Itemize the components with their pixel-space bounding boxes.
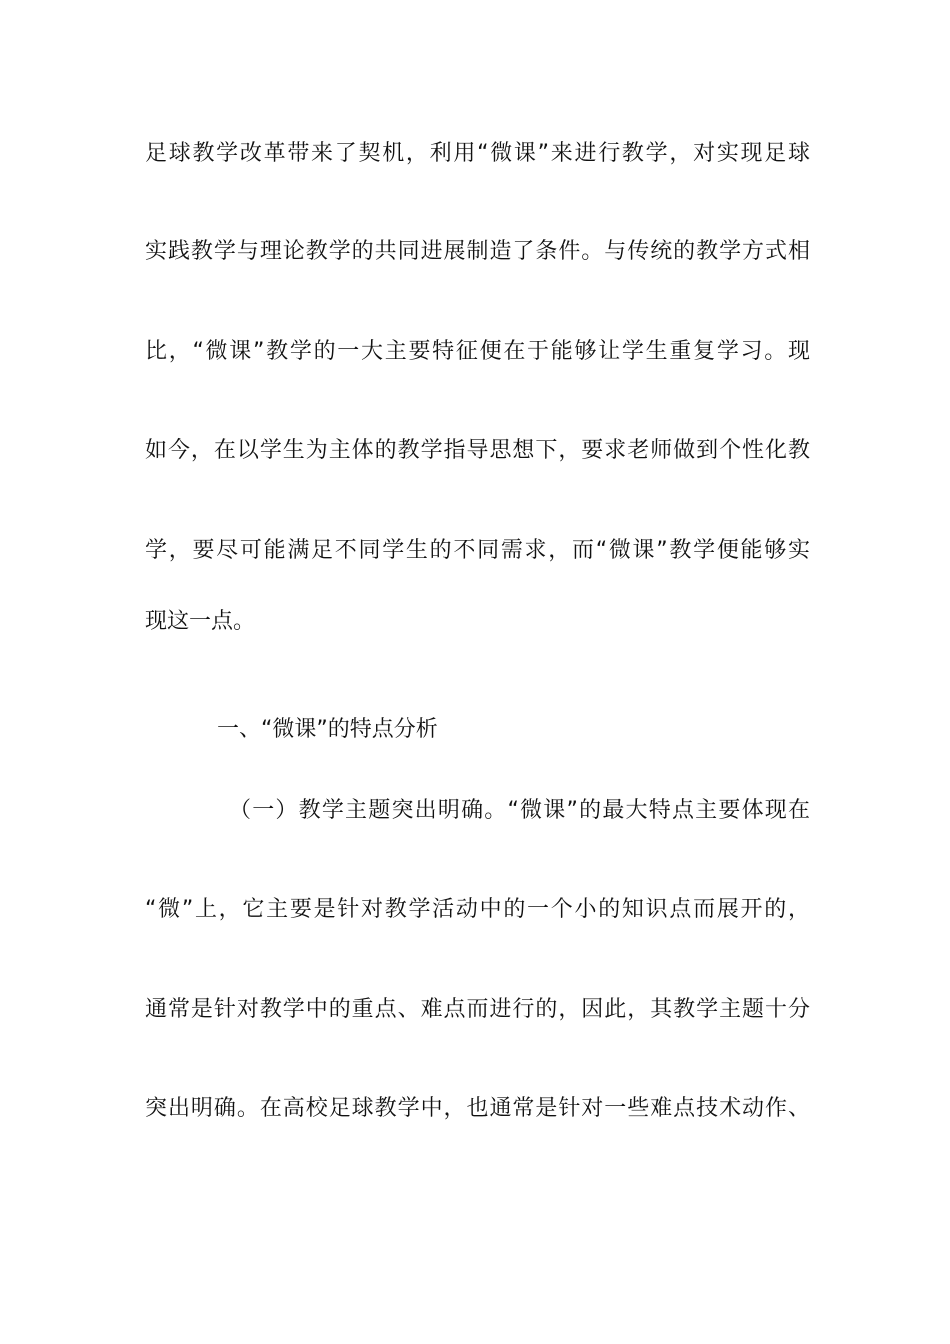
paragraph-line: 通常是针对教学中的重点、难点而进行的，因此，其教学主题十分	[145, 997, 810, 1022]
paragraph-line: 现这一点。	[145, 609, 256, 634]
paragraph-line: 如今，在以学生为主体的教学指导思想下，要求老师做到个性化教	[145, 438, 810, 463]
paragraph-line: 比，“微课”教学的一大主要特征便在于能够让学生重复学习。现	[145, 339, 810, 364]
paragraph-line: 学，要尽可能满足不同学生的不同需求，而“微课”教学便能够实	[145, 538, 810, 563]
paragraph-line: 足球教学改革带来了契机，利用“微课”来进行教学，对实现足球	[145, 141, 810, 166]
paragraph-line: 实践教学与理论教学的共同进展制造了条件。与传统的教学方式相	[145, 239, 810, 264]
paragraph-line: 突出明确。在高校足球教学中，也通常是针对一些难点技术动作、	[145, 1096, 810, 1121]
section-heading: 一、“微课”的特点分析	[217, 717, 438, 742]
paragraph-line: “微”上，它主要是针对教学活动中的一个小的知识点而展开的，	[145, 897, 810, 922]
paragraph-line: （一）教学主题突出明确。“微课”的最大特点主要体现在	[229, 798, 810, 823]
